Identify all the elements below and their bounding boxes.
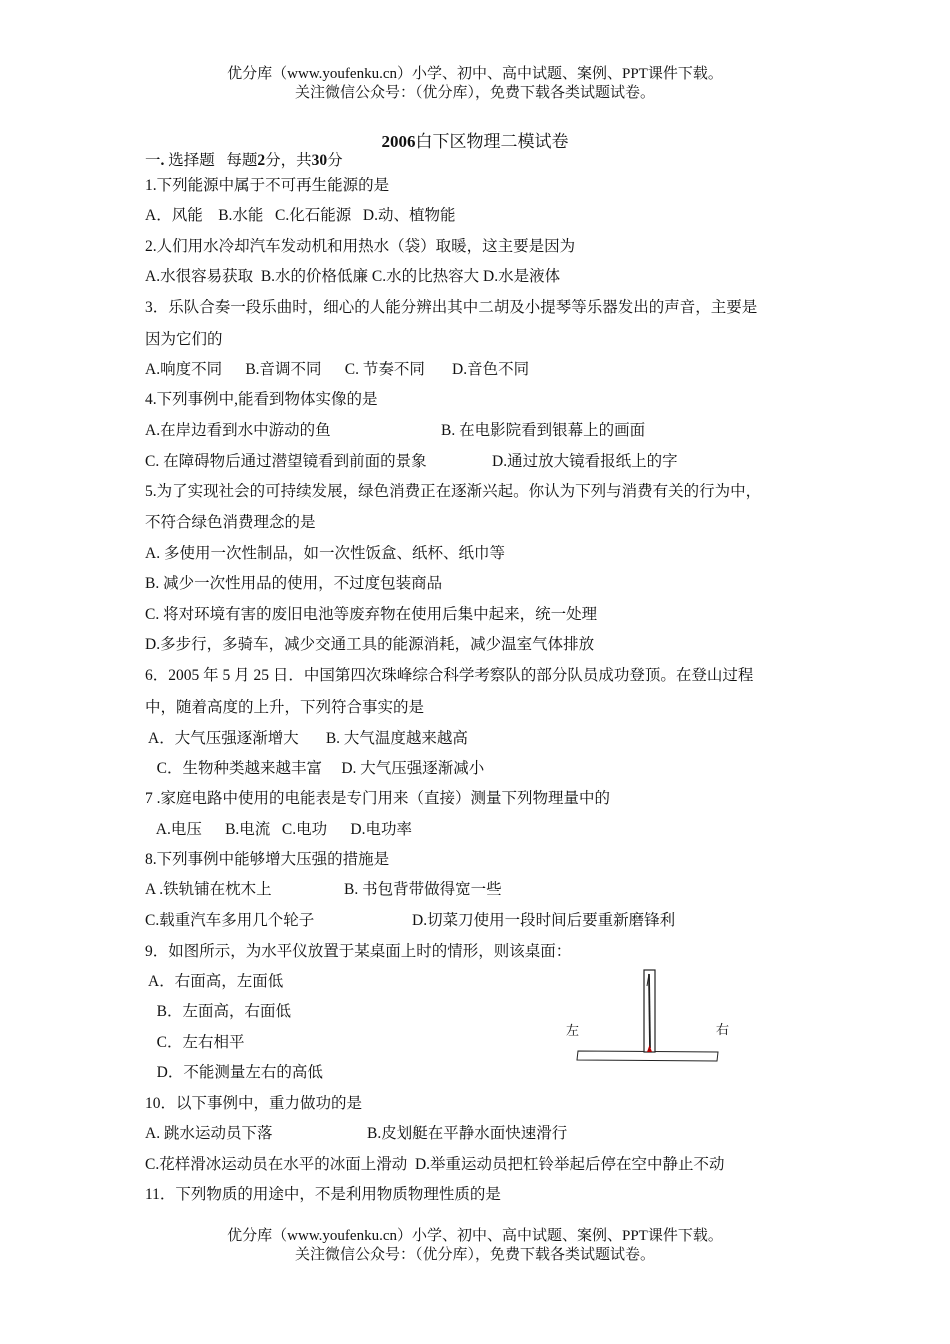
q9-option-c: C．左右相平 — [145, 1034, 245, 1051]
section-score: 2 — [257, 152, 266, 169]
title-text: 白下区物理二模试卷 — [415, 132, 569, 151]
q6-options-cd: C．生物种类越来越丰富 D. 大气压强逐渐减小 — [145, 760, 485, 777]
q5-option-b: B. 减少一次性用品的使用，不过度包装商品 — [145, 575, 443, 592]
level-figure-svg — [540, 962, 740, 1072]
page-title — [0, 127, 950, 152]
q11-stem: 11．下列物质的用途中，不是利用物质物理性质的是 — [145, 1186, 501, 1203]
figure-right-label: 右 — [716, 1022, 730, 1037]
title-year: 2006 — [381, 132, 416, 151]
q6-stem-2: 中，随着高度的上升，下列符合事实的是 — [145, 699, 425, 716]
q2-stem: 2.人们用水冷却汽车发动机和用热水（袋）取暖，这主要是因为 — [145, 238, 576, 255]
q1-options: A．风能 B.水能 C.化石能源 D.动、植物能 — [145, 207, 456, 224]
q4-option-a: A.在岸边看到水中游动的鱼 — [145, 422, 331, 439]
section-mid: 分，共 — [265, 152, 312, 169]
q7-stem: 7 .家庭电路中使用的电能表是专门用来（直接）测量下列物理量中的 — [145, 790, 611, 807]
q5-stem-2: 不符合绿色消费理念的是 — [145, 514, 316, 531]
q5-option-d: D.多步行，多骑车，减少交通工具的能源消耗，减少温室气体排放 — [145, 636, 595, 653]
q5-option-c: C. 将对环境有害的废旧电池等废弃物在使用后集中起来，统一处理 — [145, 606, 598, 623]
footer-line-1: 优分库（www.youfenku.cn）小学、初中、高中试题、案例、PPT课件下载。 — [227, 1228, 723, 1244]
q9-option-d: D．不能测量左右的高低 — [145, 1064, 323, 1081]
q9-stem: 9．如图所示，为水平仪放置于某桌面上时的情形，则该桌面： — [145, 943, 572, 960]
q4-stem: 4.下列事例中,能看到物体实像的是 — [145, 391, 378, 408]
q4-option-c: C. 在障碍物后通过潜望镜看到前面的景象 — [145, 453, 427, 470]
section-name: 选择题 每题 — [164, 152, 258, 169]
section-dot: . — [160, 152, 165, 169]
q8-option-c: C.载重汽车多用几个轮子 — [145, 912, 315, 929]
q8-option-b: B. 书包背带做得宽一些 — [344, 881, 502, 898]
q2-options: A.水很容易获取 B.水的价格低廉 C.水的比热容大 D.水是液体 — [145, 268, 561, 285]
q4-option-b: B. 在电影院看到银幕上的画面 — [441, 422, 646, 439]
level-instrument-figure — [540, 962, 740, 1072]
q10-option-b: B.皮划艇在平静水面快速滑行 — [367, 1125, 568, 1142]
q10-option-a: A. 跳水运动员下落 — [145, 1125, 273, 1142]
q3-stem-2: 因为它们的 — [145, 331, 223, 348]
q8-option-a: A .铁轨铺在枕木上 — [145, 881, 272, 898]
q5-stem-1: 5.为了实现社会的可持续发展，绿色消费正在逐渐兴起。你认为下列与消费有关的行为中， — [145, 483, 762, 500]
q9-option-b: B．左面高，右面低 — [145, 1003, 291, 1020]
q3-stem-1: 3．乐队合奏一段乐曲时，细心的人能分辨出其中二胡及小提琴等乐器发出的声音，主要是 — [145, 299, 758, 316]
header-line-2: 关注微信公众号：（优分库），免费下载各类试题试卷。 — [294, 85, 655, 101]
q6-options-ab: A．大气压强逐渐增大 B. 大气温度越来越高 — [145, 730, 468, 747]
q10-stem: 10．以下事例中，重力做功的是 — [145, 1095, 363, 1112]
q3-options: A.响度不同 B.音调不同 C. 节奏不同 D.音色不同 — [145, 361, 530, 378]
section-total: 30 — [311, 152, 328, 169]
section-unit: 分 — [327, 152, 343, 169]
q4-option-d: D.通过放大镜看报纸上的字 — [492, 453, 678, 470]
figure-left-label: 左 — [566, 1023, 580, 1038]
q8-option-d: D.切菜刀使用一段时间后要重新磨锋利 — [412, 912, 676, 929]
q6-stem-1: 6．2005 年 5 月 25 日．中国第四次珠峰综合科学考察队的部分队员成功登顶。在登山过程 — [145, 667, 754, 684]
q1-stem: 1.下列能源中属于不可再生能源的是 — [145, 177, 390, 194]
header-line-1: 优分库（www.youfenku.cn）小学、初中、高中试题、案例、PPT课件下载。 — [227, 66, 723, 82]
q8-stem: 8.下列事例中能够增大压强的措施是 — [145, 851, 390, 868]
footer-line-2: 关注微信公众号：（优分库），免费下载各类试题试卷。 — [294, 1247, 655, 1263]
q7-options: A.电压 B.电流 C.电功 D.电功率 — [145, 821, 412, 838]
q9-option-a: A．右面高，左面低 — [145, 973, 284, 990]
section-heading — [145, 151, 343, 171]
section-number: 一 — [145, 152, 161, 169]
q5-option-a: A. 多使用一次性制品，如一次性饭盒、纸杯、纸巾等 — [145, 545, 505, 562]
q10-options-cd: C.花样滑冰运动员在水平的冰面上滑动 D.举重运动员把杠铃举起后停在空中静止不动 — [145, 1156, 725, 1173]
